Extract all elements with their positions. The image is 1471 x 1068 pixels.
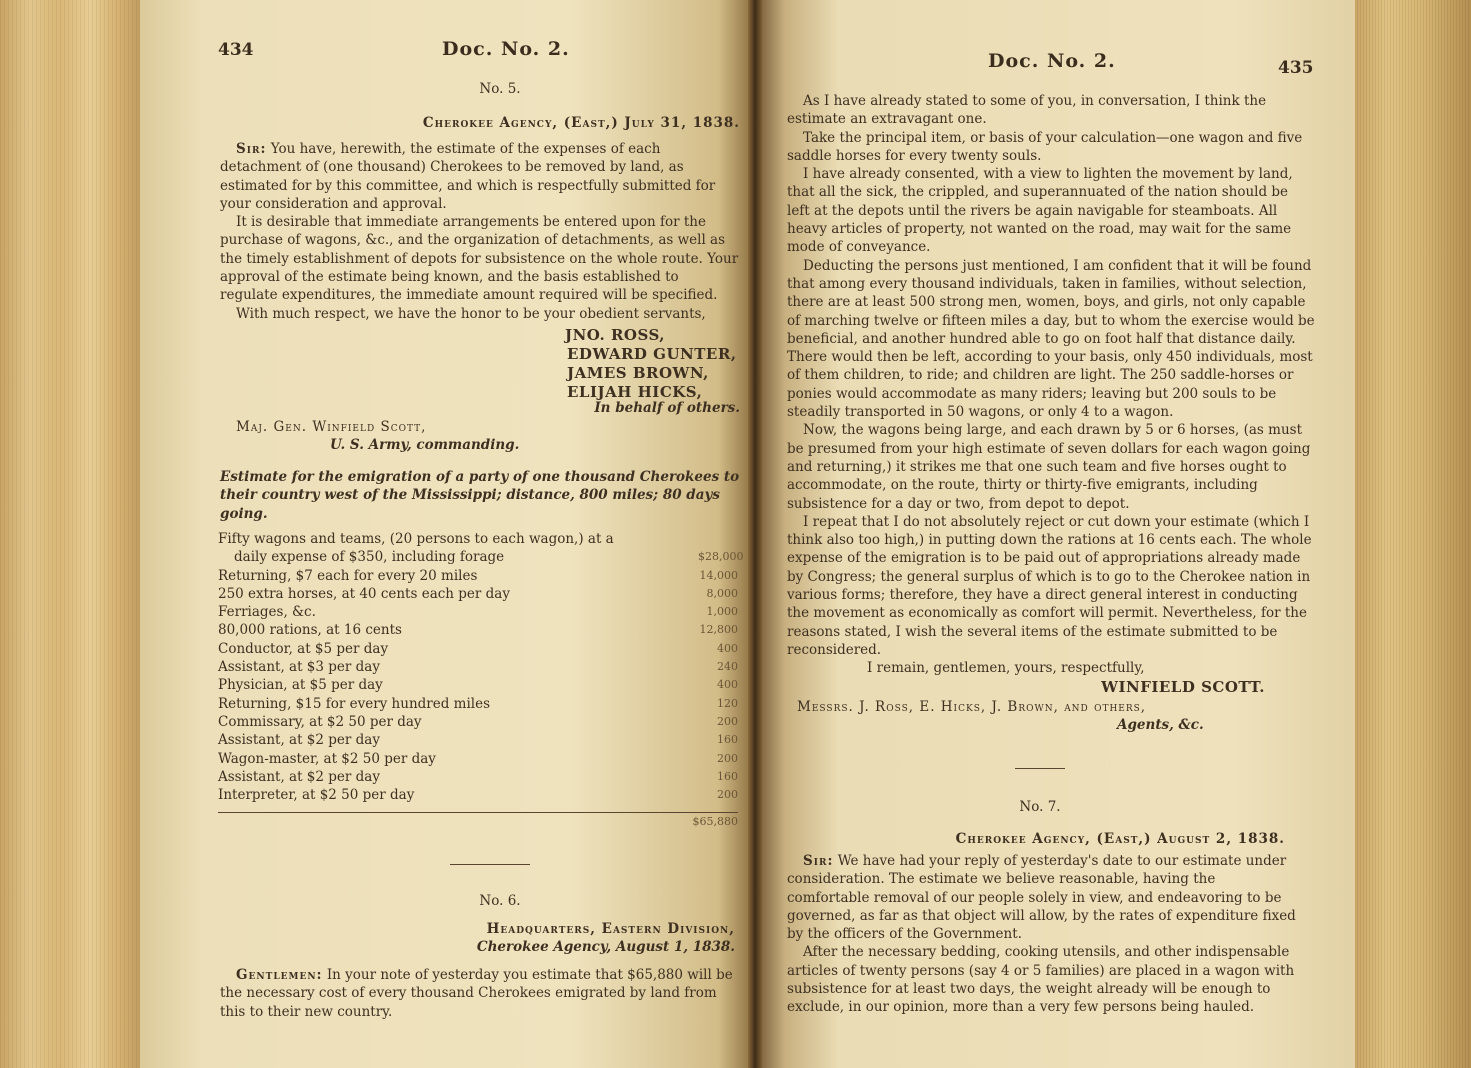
no5-dateline: Cherokee Agency, (East,) July 31, 1838. <box>422 115 740 131</box>
no5-para3: With much respect, we have the honor to be your obedient servants, <box>236 305 706 322</box>
right-page-block-edges <box>1351 0 1471 1068</box>
no5-signers <box>565 326 745 402</box>
signer-3: JAMES BROWN, <box>567 364 709 382</box>
no5-behalf: In behalf of others. <box>594 400 740 416</box>
scott-para-3: I have already consented, with a view to lighten the movement by land, that all the sick, the crippled, and superannuated of the nation should be left at the depots until the rivers be again navigable for steamboats. All heavy articles of property, not wanted on the road, may wait for the same mode of conveyance. <box>787 166 1293 256</box>
estimate-row: Assistant, at $2 per day 160 <box>218 768 738 785</box>
left-running-head: Doc. No. 2. <box>442 38 570 60</box>
estimate-row: 80,000 rations, at 16 cents 12,800 <box>218 622 738 639</box>
no5-addressee <box>236 418 636 455</box>
no6-salutation: Gentlemen: <box>236 967 323 983</box>
estimate-table <box>218 530 744 832</box>
estimate-total: $65,880 <box>692 815 738 829</box>
scott-para-1: As I have already stated to some of you, in conversation, I think the estimate an extravagant one. <box>787 93 1267 128</box>
left-page-number: 434 <box>218 40 254 60</box>
left-page <box>140 0 755 1068</box>
no7-dateline: Cherokee Agency, (East,) August 2, 1838. <box>955 831 1285 847</box>
section-divider <box>1015 768 1065 769</box>
estimate-row: Fifty wagons and teams, (20 persons to each wagon,) at a <box>218 531 614 547</box>
estimate-row: Conductor, at $5 per day 400 <box>218 640 738 657</box>
addressee-line2: U. S. Army, commanding. <box>330 437 520 454</box>
no5-letter <box>220 140 740 323</box>
estimate-row: Assistant, at $3 per day 240 <box>218 659 738 676</box>
signer-4: ELIJAH HICKS, <box>567 383 703 401</box>
addressee-line1: Maj. Gen. Winfield Scott, <box>236 419 427 435</box>
estimate-row: Returning, $7 each for every 20 miles 14,000 <box>218 567 738 584</box>
book-gutter <box>748 0 762 1068</box>
section-divider <box>450 864 530 865</box>
no6-letter <box>220 966 740 1021</box>
signer-2: EDWARD GUNTER, <box>567 345 737 363</box>
scott-para-5: Now, the wagons being large, and each drawn by 5 or 6 horses, (as must be presumed from your high estimate of seven dollars for each wagon going and returning,) it strikes me that one such team and five horses ought to accommodate, on the route, thirty or thirty-five emigrants, including subsistence for a day or two, from depot to depot. <box>787 422 1311 512</box>
scott-agents: Agents, &c. <box>1117 717 1204 734</box>
no6-para1: In your note of yesterday you estimate that $65,880 will be the necessary cost of every thousand Cherokees emigrated by land from this to their new country. <box>220 967 733 1020</box>
estimate-row: Ferriages, &c. 1,000 <box>218 604 738 621</box>
estimate-title: Estimate for the emigration of a party of one thousand Cherokees to their country west of the Mississippi; distance, 800 miles; 80 days going. <box>220 469 740 522</box>
no6-dateline: Headquarters, Eastern Division, Cherokee Agency, August 1, 1838. <box>476 921 735 956</box>
no7-para1: We have had your reply of yesterday's date to our estimate under consideration. The estimate we believe reasonable, having the comfortable removal of our people solely in view, and endeavoring to be governed, as far as that object will allow, by the rates of expenditure fixed by the officers of the Government. <box>787 853 1296 943</box>
scott-letter-body <box>787 92 1315 734</box>
no7-salutation: Sir: <box>803 853 834 869</box>
no7-letter <box>787 852 1297 1017</box>
no6-heading: No. 6. <box>479 893 521 909</box>
scott-para-4: Deducting the persons just mentioned, I am confident that it will be found that among every thousand individuals, taken in families, without selection, there are at least 500 strong men, women, boys, and girls, not only capable of marching twelve or fifteen miles a day, but to whom the exercise would be beneficial, and another hundred able to go on foot half that distance daily. There would then be left, according to your basis, only 450 individuals, most of them children, to ride; and children are light. The 250 saddle-horses or ponies would accommodate as many riders; leaving but 200 souls to be steadily transported in 50 wagons, or only 4 to a wagon. <box>787 257 1315 421</box>
estimate-row: Assistant, at $2 per day 160 <box>218 732 738 749</box>
estimate-row: daily expense of $350, including forage $28,000 <box>234 549 744 566</box>
no7-para2: After the necessary bedding, cooking utensils, and other indispensable articles of twenty persons (say 4 or 5 families) are placed in a wagon with subsistence for at least two days, the weight already will be enough to exclude, in our opinion, more than a very few persons being hauled. <box>787 944 1295 1016</box>
no5-salutation: Sir: <box>236 141 267 157</box>
estimate-row: Wagon-master, at $2 50 per day 200 <box>218 750 738 767</box>
no5-para1: You have, herewith, the estimate of the expenses of each detachment of (one thousand) Cherokees to be removed by land, as estimated for by this committee, and which is respectfully submitted for your consideration and approval. <box>220 141 716 212</box>
no5-heading: No. 5. <box>479 81 521 97</box>
estimate-row: Interpreter, at $2 50 per day 200 <box>218 787 738 804</box>
right-page-number: 435 <box>1278 58 1314 78</box>
right-running-head: Doc. No. 2. <box>988 50 1116 72</box>
scott-signature: WINFIELD SCOTT. <box>1101 677 1265 696</box>
scott-closing: I remain, gentlemen, yours, respectfully, <box>867 660 1145 677</box>
estimate-row: Commissary, at $2 50 per day 200 <box>218 713 738 730</box>
right-page <box>755 0 1355 1068</box>
signer-1: JNO. ROSS, <box>565 326 665 344</box>
left-page-block-edges <box>0 0 150 1068</box>
no7-heading: No. 7. <box>1019 799 1061 815</box>
estimate-row: 250 extra horses, at 40 cents each per day 8,000 <box>218 585 738 602</box>
estimate-row: Physician, at $5 per day 400 <box>218 677 738 694</box>
no5-para2: It is desirable that immediate arrangements be entered upon for the purchase of wagons, &c., and the organization of detachments, as well as the timely establishment of depots for subsistence on the whole route. Your approval of the estimate being known, and the basis established to regulate expenditures, the immediate amount required will be specified. <box>220 214 739 304</box>
estimate-row: Returning, $15 for every hundred miles 120 <box>218 695 738 712</box>
scott-para-6: I repeat that I do not absolutely reject or cut down your estimate (which I think also too high,) in putting down the rations at 16 cents each. The whole expense of the emigration is to be paid out of appropriations already made by Congress; the general surplus of which is to go to the Cherokee nation in various forms; therefore, they have a direct general interest in conducting the movement as economically as comfort will permit. Nevertheless, for the reasons stated, I wish the several items of the estimate submitted to be reconsidered. <box>787 513 1312 658</box>
estimate-total-row <box>218 812 738 831</box>
scott-addressee: Messrs. J. Ross, E. Hicks, J. Brown, and others, <box>797 698 1147 715</box>
scott-para-2: Take the principal item, or basis of your calculation—one wagon and five saddle horses for every twenty souls. <box>787 129 1303 164</box>
